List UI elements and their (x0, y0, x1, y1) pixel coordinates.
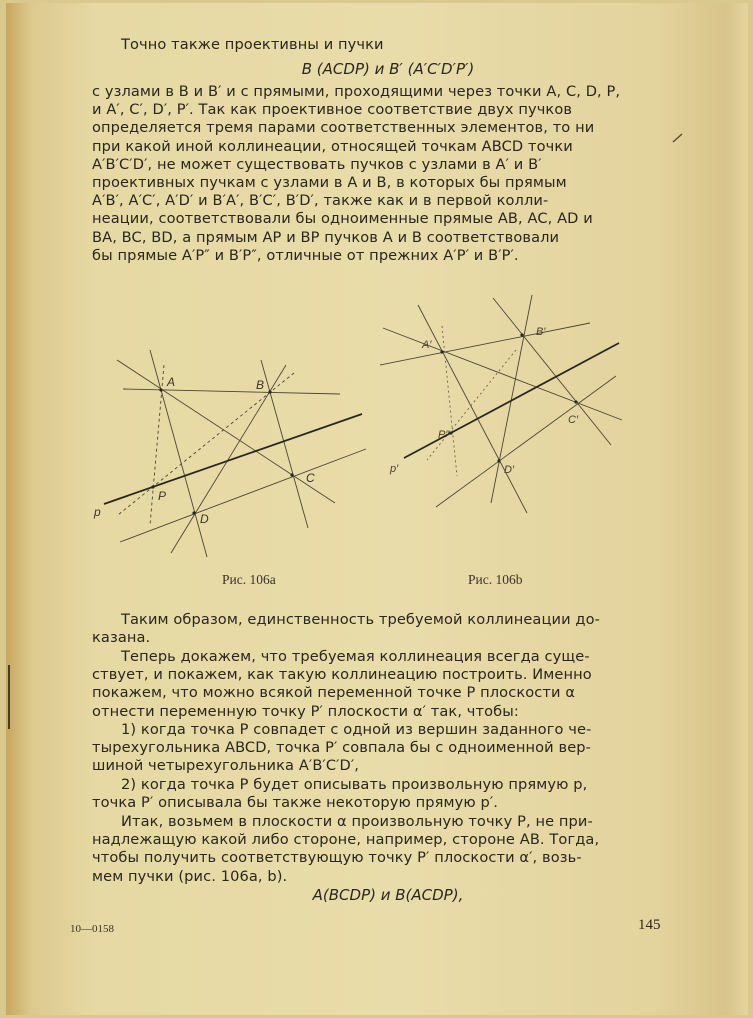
text-line: надлежащую какой либо стороне, например, стороне AB. Тогда, (92, 831, 600, 849)
intro-line: Точно также проективны и пучки (121, 36, 384, 53)
page-number: 145 (638, 917, 661, 933)
paragraph-3 (92, 648, 684, 721)
text-line: бы прямые A′P″ и B′P″, отличные от прежних A′P′ и B′P′. (92, 246, 519, 264)
list-item-2 (92, 776, 684, 812)
label-p-line: p (94, 505, 101, 519)
text-line: точка P′ описывала бы также некоторую прямую p′. (92, 794, 499, 812)
label-a: A (167, 375, 176, 389)
text-line: мем пучки (рис. 106a, b). (92, 867, 288, 885)
text-line: BA, BC, BD, а прямым AP и BP пучков A и B соответствовали (92, 228, 560, 246)
label-c: C (306, 471, 315, 485)
label-p-line-prime: p′ (390, 463, 399, 475)
text-line: покажем, что можно всякой переменной точке P плоскости α (92, 684, 576, 702)
caption-figure-106b: Рис. 106b (468, 572, 523, 587)
caption-figure-106a: Рис. 106a (222, 572, 276, 587)
figure-106b-diagram (370, 290, 640, 545)
label-p-double-prime: P″ (438, 429, 450, 441)
text-line: 1) когда точка P совпадет с одной из вершин заданного че- (121, 721, 592, 738)
text-line: A′B′, A′C′, A′D′ и B′A′, B′C′, B′D′, также как и в первой колли- (92, 192, 549, 210)
label-a-prime: A′ (422, 339, 432, 351)
text-line: шиной четырехугольника A′B′C′D′, (92, 757, 360, 775)
paragraph-1 (92, 83, 684, 265)
formula-pencils-a-b: A(BCDP) и B(ACDP), (312, 886, 464, 904)
printer-signature: 10—0158 (70, 923, 114, 935)
text-line: Таким образом, единственность требуемой коллинеации до- (121, 611, 600, 628)
paragraph-4 (92, 813, 684, 886)
text-line: A′B′C′D′, не может существовать пучков с узлами в A′ и B′ (92, 155, 542, 173)
text-line: определяется тремя парами соответственных элементов, то ни (92, 119, 595, 137)
label-b-prime: B′ (536, 326, 546, 338)
text-line: Итак, возьмем в плоскости α произвольную точку P, не при- (121, 813, 593, 830)
formula-pencils-b: B (ACDP) и B′ (A′C′D′P′) (301, 60, 475, 78)
text-line: проективных пучкам с узлами в A и B, в которых бы прямым (92, 174, 567, 192)
paragraph-2 (92, 611, 684, 647)
text-line: ствует, и покажем, как такую коллинеацию построить. Именно (92, 666, 592, 684)
text-line: с узлами в B и B′ и с прямыми, проходящими через точки A, C, D, P, (92, 83, 621, 100)
label-b: B (256, 378, 265, 392)
label-d-prime: D′ (504, 464, 515, 476)
label-c-prime: C′ (568, 414, 579, 426)
list-item-1 (92, 721, 684, 776)
text-line: при какой иной коллинеации, относящей точкам ABCD точки (92, 137, 573, 155)
intro-text (92, 36, 684, 54)
label-d: D (200, 512, 209, 526)
book-page (6, 3, 748, 1015)
text-line: казана. (92, 629, 151, 647)
figure-106a-diagram (90, 340, 390, 575)
text-line: чтобы получить соответствующую точку P′ плоскости α′, возь- (92, 849, 582, 867)
text-line: отнести переменную точку P′ плоскости α′ так, чтобы: (92, 702, 519, 720)
margin-pencil-mark (671, 131, 685, 145)
text-line: 2) когда точка P будет описывать произвольную прямую p, (121, 776, 588, 793)
text-line: Теперь докажем, что требуемая коллинеация всегда суще- (121, 648, 590, 665)
text-line: тырехугольника ABCD, точка P′ совпала бы с одноименной вер- (92, 739, 592, 757)
text-line: и A′, C′, D′, P′. Так как проективное соответствие двух пучков (92, 101, 573, 119)
margin-pencil-bar (4, 663, 14, 733)
label-p-point: P (158, 489, 167, 503)
text-line: неации, соответствовали бы одноименные прямые AB, AC, AD и (92, 210, 593, 228)
